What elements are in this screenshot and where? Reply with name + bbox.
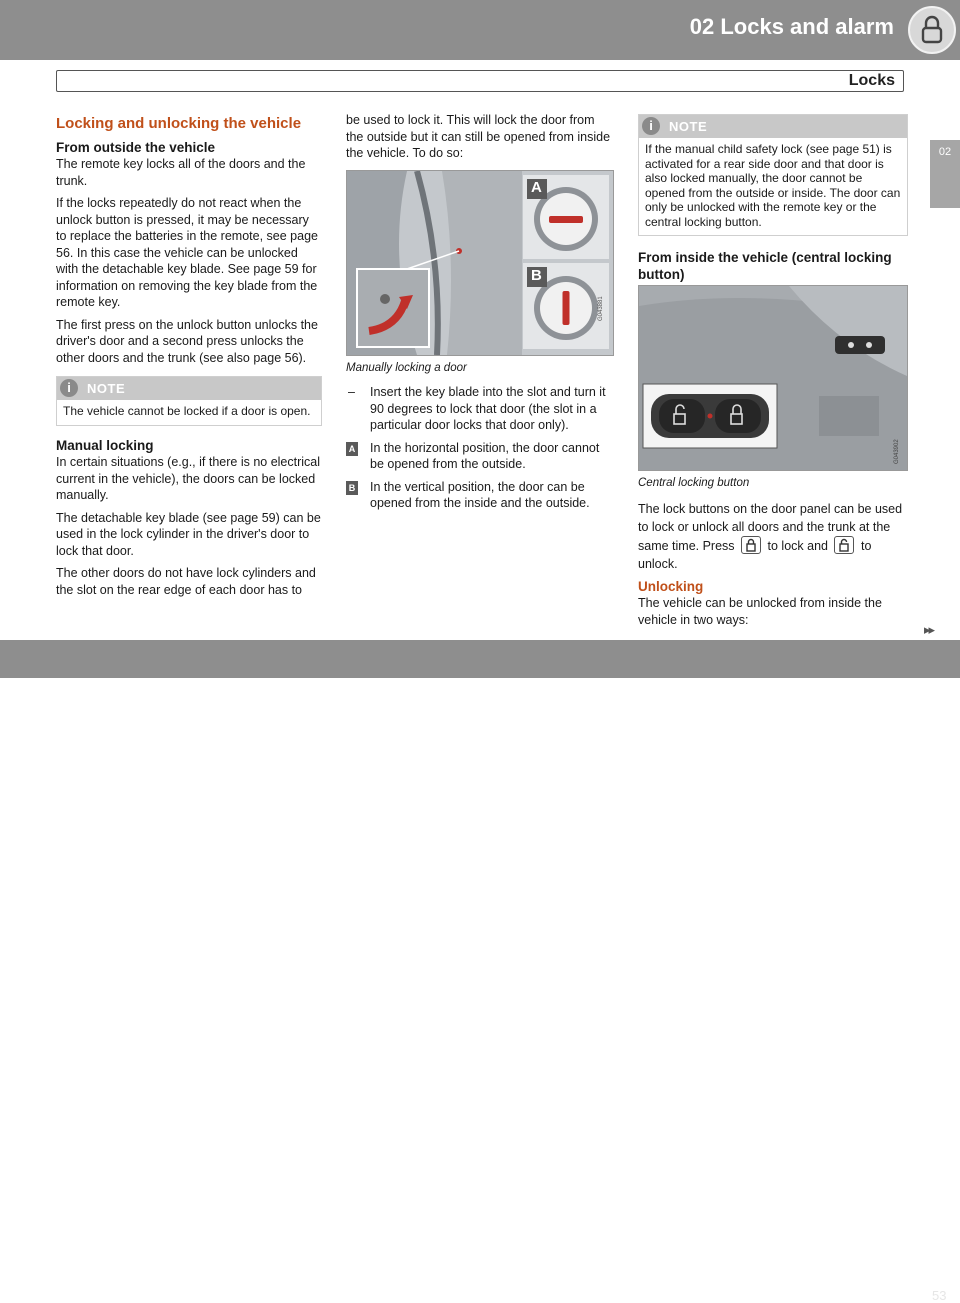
chapter-title: 02 Locks and alarm	[689, 14, 894, 39]
list-item-a	[346, 440, 614, 473]
column-2	[346, 112, 614, 518]
note-box	[638, 114, 908, 236]
paragraph: The remote key locks all of the doors and the trunk.	[56, 157, 306, 188]
info-icon: i	[642, 117, 660, 135]
paragraph: The other doors do not have lock cylinders and the slot on the rear edge of each door has to	[56, 566, 316, 597]
step-text: Insert the key blade into the slot and turn it 90 degrees to lock that door (the slot in a particular door locks that door only).	[370, 385, 606, 432]
figure-label-b: B	[531, 266, 542, 284]
paragraph-text: to unlock.	[638, 538, 872, 571]
paragraph-text: The lock buttons on the door panel can be used to lock or unlock all doors and the trunk at the same time. Press	[638, 501, 903, 553]
subheading-inside: From inside the vehicle (central locking button)	[638, 250, 892, 282]
item-a-text: In the horizontal position, the door cannot be opened from the outside.	[370, 440, 600, 471]
note-header	[639, 115, 907, 138]
section-bar	[56, 70, 904, 92]
subheading-outside: From outside the vehicle	[56, 139, 216, 155]
list-item-b	[346, 479, 614, 512]
note-box	[56, 376, 322, 426]
info-icon: i	[60, 379, 78, 397]
lock-button-icon	[741, 536, 761, 554]
paragraph: The vehicle can be unlocked from inside the vehicle in two ways:	[638, 596, 882, 627]
subheading-manual: Manual locking	[56, 437, 154, 453]
section-title: Locks	[848, 72, 895, 89]
dash-marker: –	[348, 385, 355, 399]
marker-a-badge: A	[346, 442, 358, 456]
column-1	[56, 110, 322, 604]
footer-bar	[0, 640, 960, 1303]
chapter-tab-label: 02	[938, 146, 952, 158]
next-page-arrows: ▸▸	[924, 622, 934, 637]
note-text: If the manual child safety lock (see page 51) is activated for a rear side door and that door is also locked manually, the door cannot be opened from the outside or inside. The door can only be unlocked with the remote key or the central locking button.	[645, 142, 901, 229]
paragraph	[638, 500, 908, 573]
item-b-text: In the vertical position, the door can be opened from the inside and the outside.	[370, 479, 590, 510]
door-lock-figure	[346, 170, 614, 356]
instruction-step	[346, 384, 614, 434]
chapter-tab	[930, 140, 960, 208]
paragraph: be used to lock it. This will lock the door from the outside but it can still be opened from inside the vehicle. To do so:	[346, 113, 611, 160]
page-heading: Locking and unlocking the vehicle	[56, 115, 302, 132]
figure-caption: Manually locking a door	[346, 361, 467, 374]
note-label: NOTE	[669, 119, 708, 134]
note-label: NOTE	[87, 381, 126, 396]
unlock-button-icon	[834, 536, 854, 554]
subheading-unlocking: Unlocking	[638, 578, 704, 594]
paragraph: In certain situations (e.g., if there is no electrical current in the vehicle), the doors can be locked manually.	[56, 455, 321, 502]
note-text: The vehicle cannot be locked if a door is open.	[63, 404, 311, 418]
column-3	[638, 110, 908, 634]
paragraph-text: to lock and	[767, 538, 828, 553]
figure-code: G043881	[598, 295, 604, 321]
paragraph: The detachable key blade (see page 59) can be used in the lock cylinder in the driver's door to lock that door.	[56, 510, 321, 558]
padlock-icon	[908, 6, 956, 54]
page-number: 53	[932, 1288, 947, 1303]
header-bar	[0, 0, 960, 60]
paragraph: The first press on the unlock button unlocks the driver's door and a second press unlocks the other doors and the trunk (see also page 56).	[56, 317, 318, 365]
central-lock-figure	[638, 285, 908, 471]
figure-code: G043902	[894, 439, 900, 464]
figure-label-a: A	[531, 178, 542, 196]
marker-b-badge: B	[346, 481, 358, 495]
note-header	[57, 377, 321, 400]
paragraph: If the locks repeatedly do not react when the unlock button is pressed, it may be necessary to replace the batteries in the remote, see page 56. In this case the vehicle can be unlocked with the detachable key blade. See page 59 for information on removing the key blade from the remote key.	[56, 196, 318, 309]
figure-caption: Central locking button	[638, 477, 750, 489]
